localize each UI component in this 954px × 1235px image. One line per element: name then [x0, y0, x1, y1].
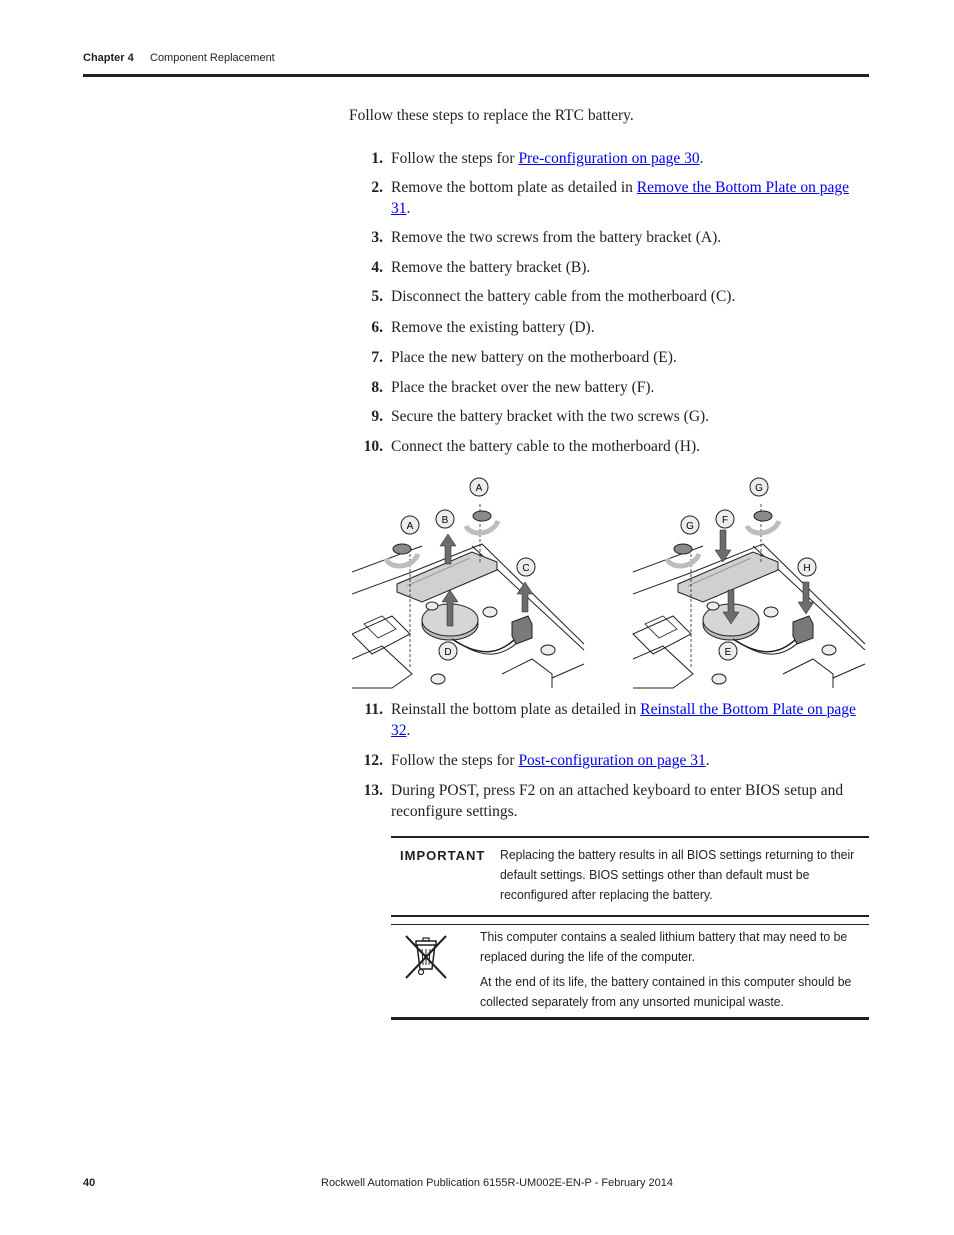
- step-number: 4.: [371, 259, 383, 276]
- step-text: [391, 436, 869, 457]
- step-text: [391, 227, 869, 248]
- step-text-main: Remove the existing battery (D).: [391, 319, 595, 336]
- step-text: [391, 148, 869, 169]
- step-number: 1.: [371, 150, 383, 167]
- step-text: [391, 780, 869, 822]
- step-number: 13.: [363, 782, 383, 799]
- step-number: 10.: [363, 438, 383, 455]
- page-number: 40: [83, 1177, 96, 1189]
- step-text-end: .: [406, 200, 411, 217]
- section-title: Component Replacement: [150, 52, 275, 64]
- step-text-end: .: [705, 752, 710, 769]
- important-note: [391, 836, 869, 917]
- weee-text-1: This computer contains a sealed lithium battery that may need to be replaced during the life of the computer.: [480, 929, 848, 964]
- figure-left-panel: [352, 478, 584, 688]
- callout-h: H: [803, 563, 811, 574]
- intro-text: Follow these steps to replace the RTC battery.: [349, 107, 634, 124]
- chapter-label: Chapter 4: [83, 52, 134, 64]
- weee-notice: [391, 924, 869, 1020]
- step-number: 6.: [371, 319, 383, 336]
- step-text-main: During POST, press F2 on an attached keyboard to enter BIOS setup and reconfigure settings.: [391, 782, 844, 820]
- cross-reference-link[interactable]: Remove the Bottom Plate on page 31: [391, 179, 850, 217]
- callout-f: F: [721, 515, 729, 526]
- step-number: 12.: [363, 752, 383, 769]
- callout-c: C: [522, 563, 530, 574]
- step-text: [391, 377, 869, 398]
- callout-d: D: [444, 647, 452, 658]
- step-text-main: Remove the battery bracket (B).: [391, 259, 591, 276]
- step-text-main: Place the bracket over the new battery (F).: [391, 379, 655, 396]
- callout-a-top: A: [475, 483, 483, 494]
- header-rule: [83, 74, 869, 77]
- figure-right-panel: [633, 478, 865, 688]
- step-text: [391, 406, 869, 427]
- step-text-main: Connect the battery cable to the motherboard (H).: [391, 438, 701, 455]
- step-number: 8.: [371, 379, 383, 396]
- step-text-main: Remove the bottom plate as detailed in: [391, 179, 637, 196]
- crossed-out-wheelie-bin-icon: [403, 932, 449, 980]
- step-text-main: Follow the steps for: [391, 752, 519, 769]
- step-text: [391, 257, 869, 278]
- publication-id: Rockwell Automation Publication 6155R-UM002E-EN-P - February 2014: [321, 1177, 673, 1189]
- important-label: IMPORTANT: [400, 848, 486, 863]
- cross-reference-link[interactable]: Pre-configuration on page 30: [518, 150, 700, 167]
- step-text-main: Disconnect the battery cable from the motherboard (C).: [391, 288, 736, 305]
- step-text: [391, 317, 869, 338]
- callout-g-top: G: [755, 483, 763, 494]
- step-text-main: Secure the battery bracket with the two screws (G).: [391, 408, 710, 425]
- step-text-end: .: [406, 722, 411, 739]
- step-number: 7.: [371, 349, 383, 366]
- running-header: [83, 52, 275, 64]
- step-number: 11.: [364, 701, 383, 718]
- weee-text-2: At the end of its life, the battery contained in this computer should be collected separately from any unsorted municipal waste.: [480, 974, 852, 1009]
- step-text-main: Follow the steps for: [391, 150, 519, 167]
- callout-a-left: A: [406, 521, 414, 532]
- step-number: 2.: [371, 179, 383, 196]
- step-text-main: Remove the two screws from the battery bracket (A).: [391, 229, 722, 246]
- callout-b: B: [441, 515, 449, 526]
- step-text: [391, 177, 869, 219]
- step-text: [391, 750, 869, 771]
- cross-reference-link[interactable]: Reinstall the Bottom Plate on page 32: [391, 701, 856, 739]
- battery-replacement-figure: [352, 474, 867, 692]
- cross-reference-link[interactable]: Post-configuration on page 31: [518, 752, 706, 769]
- step-text-main: Reinstall the bottom plate as detailed in: [391, 701, 641, 718]
- step-number: 9.: [371, 408, 383, 425]
- important-text: Replacing the battery results in all BIOS settings returning to their default settings. BIOS settings other than default must be reconfigured after replacing the battery.: [500, 847, 855, 902]
- callout-g-left: G: [686, 521, 694, 532]
- step-text: [391, 699, 869, 741]
- step-number: 3.: [371, 229, 383, 246]
- step-number: 5.: [371, 288, 383, 305]
- step-text-end: .: [699, 150, 704, 167]
- callout-e: E: [724, 647, 732, 658]
- step-text: [391, 347, 869, 368]
- step-text: [391, 286, 869, 307]
- step-text-main: Place the new battery on the motherboard (E).: [391, 349, 677, 366]
